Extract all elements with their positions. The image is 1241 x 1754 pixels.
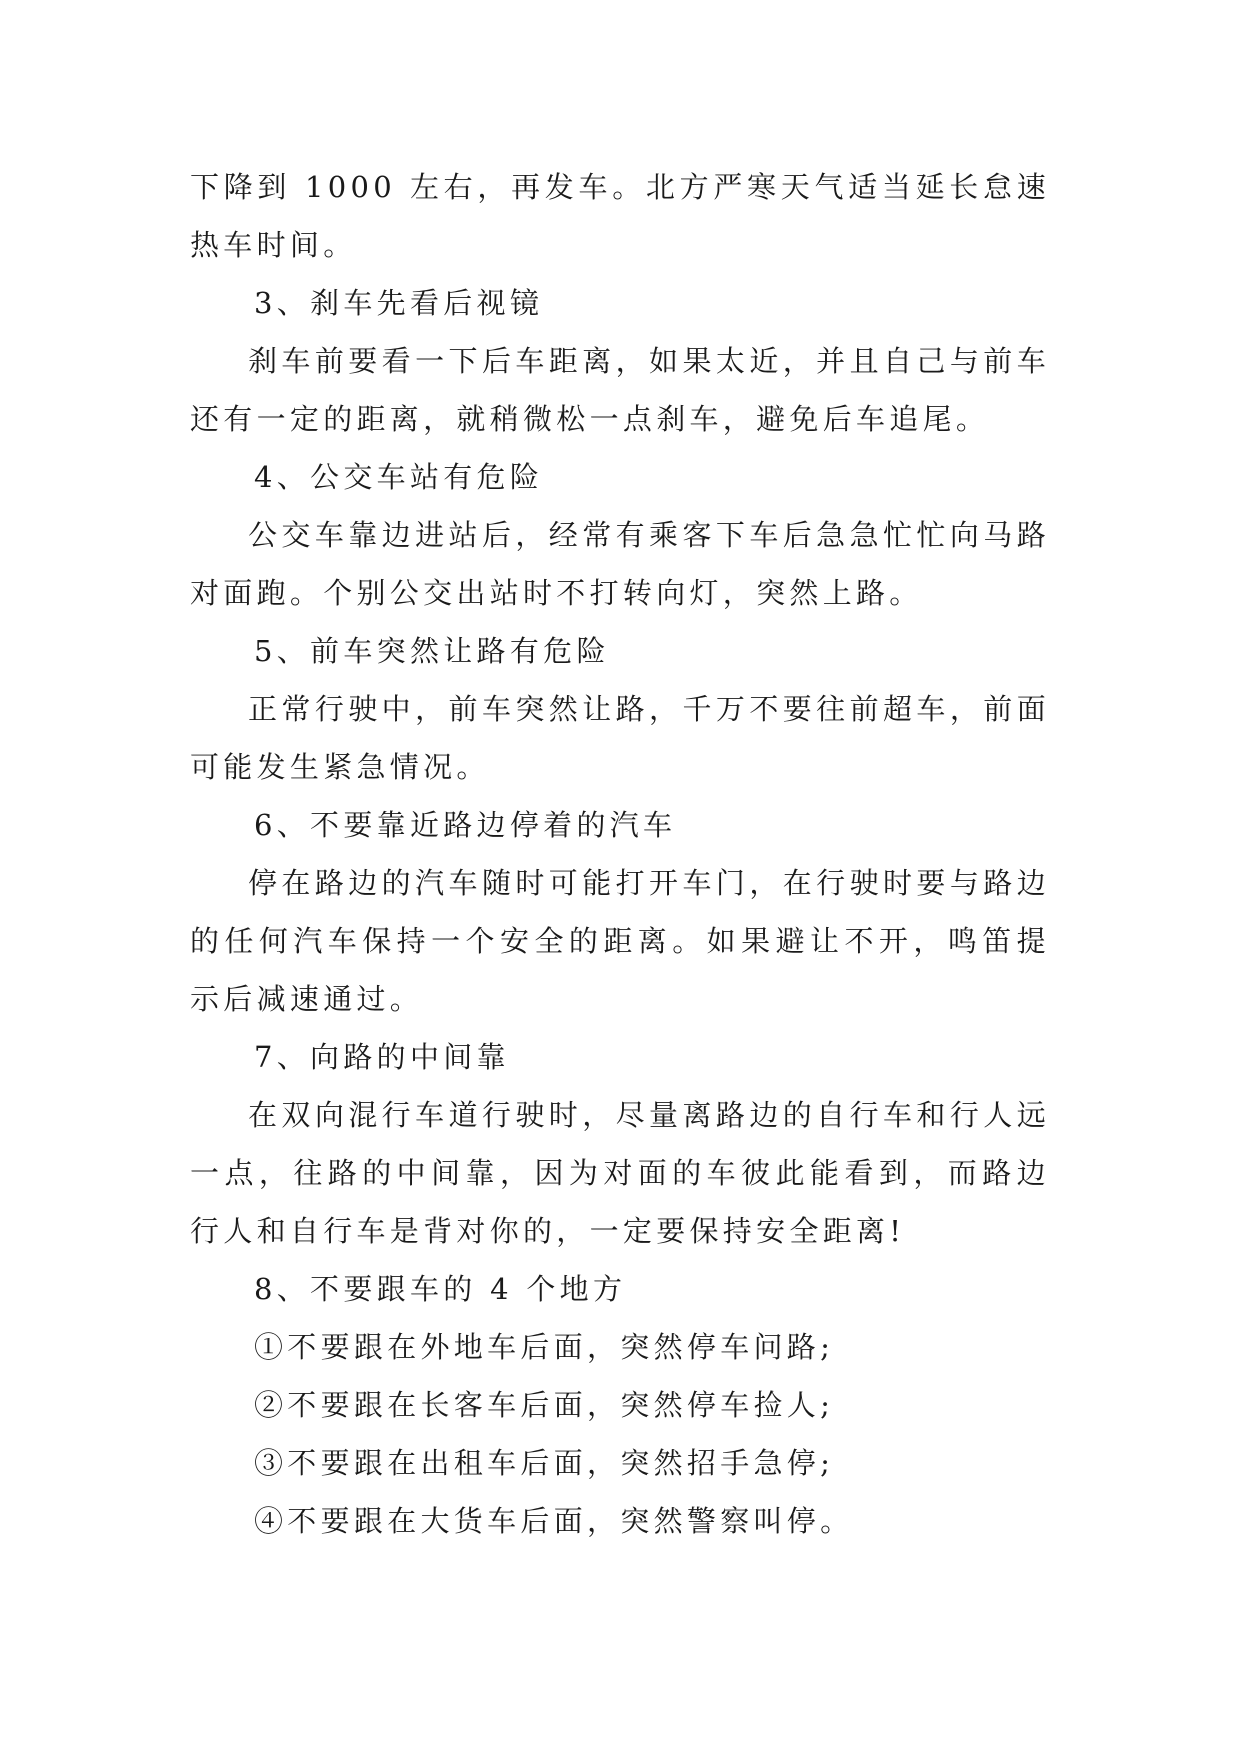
document-body bbox=[190, 158, 1050, 1550]
section-5-heading: 5、前车突然让路有危险 bbox=[254, 634, 610, 668]
section-4-body: 公交车靠边进站后，经常有乘客下车后急急忙忙向马路对面跑。个别公交出站时不打转向灯，突然上路。 bbox=[190, 518, 1050, 610]
section-6-body: 停在路边的汽车随时可能打开车门，在行驶时要与路边的任何汽车保持一个安全的距离。如果避让不开，鸣笛提示后减速通过。 bbox=[190, 866, 1050, 1016]
list-item: ②不要跟在长客车后面，突然停车捡人; bbox=[254, 1388, 835, 1422]
section-3-heading: 3、刹车先看后视镜 bbox=[254, 286, 544, 320]
section-8-heading: 8、不要跟车的 4 个地方 bbox=[254, 1272, 627, 1306]
list-item: ①不要跟在外地车后面，突然停车问路; bbox=[254, 1330, 835, 1364]
section-4-heading: 4、公交车站有危险 bbox=[254, 460, 544, 494]
list-item: ③不要跟在出租车后面，突然招手急停; bbox=[254, 1446, 835, 1480]
section-6-heading: 6、不要靠近路边停着的汽车 bbox=[254, 808, 677, 842]
section-7-heading: 7、向路的中间靠 bbox=[254, 1040, 510, 1074]
section-5-body: 正常行驶中，前车突然让路，千万不要往前超车，前面可能发生紧急情况。 bbox=[190, 692, 1050, 784]
section-3-body: 刹车前要看一下后车距离，如果太近，并且自己与前车还有一定的距离，就稍微松一点刹车，避免后车追尾。 bbox=[190, 344, 1050, 436]
intro-continuation: 下降到 1000 左右，再发车。北方严寒天气适当延长怠速热车时间。 bbox=[190, 170, 1050, 262]
section-7-body: 在双向混行车道行驶时，尽量离路边的自行车和行人远一点，往路的中间靠，因为对面的车彼此能看到，而路边行人和自行车是背对你的，一定要保持安全距离! bbox=[190, 1098, 1050, 1248]
list-item: ④不要跟在大货车后面，突然警察叫停。 bbox=[254, 1504, 854, 1538]
